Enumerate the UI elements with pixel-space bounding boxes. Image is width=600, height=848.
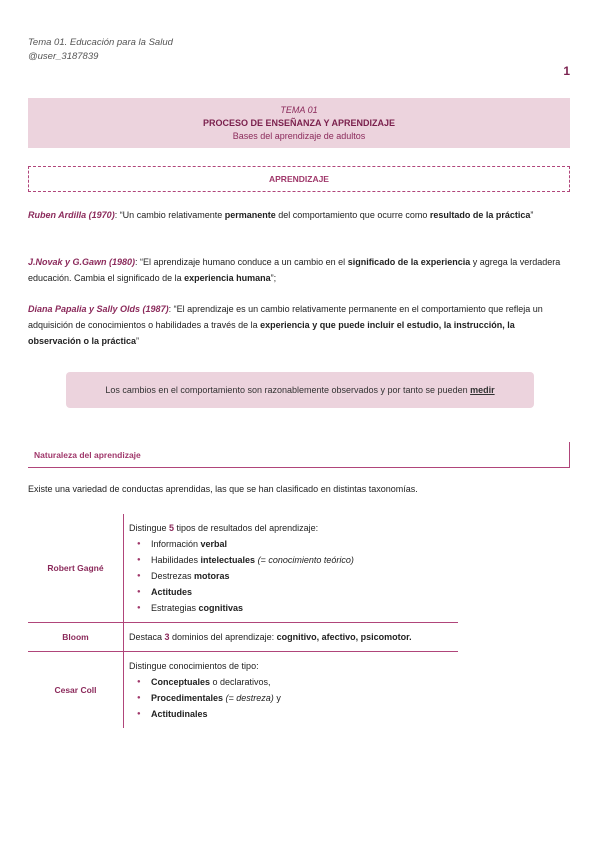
- text: Distingue conocimientos de tipo:: [129, 661, 259, 671]
- text: y agrega la verdadera educación. Cambia el significado de la: [28, 257, 561, 283]
- header-user: @user_3187839: [28, 51, 99, 62]
- definition-novak: [28, 254, 568, 286]
- bold-text: resultado de la práctica: [429, 210, 531, 220]
- text: ”: [530, 210, 534, 220]
- list-item: ● Procedimentales (= destreza) y: [143, 690, 458, 706]
- row-content: Destaca 3 dominios del aprendizaje: cognitivo, afectivo, psicomotor.: [124, 623, 459, 652]
- table-row: [28, 652, 458, 729]
- subsection-heading: Naturaleza del aprendizaje: [28, 442, 570, 468]
- table-row: [28, 514, 458, 623]
- topic-subtitle: Bases del aprendizaje de adultos: [232, 131, 366, 141]
- bold-text: experiencia humana: [184, 273, 271, 283]
- text: : “El aprendizaje es un cambio relativamente permanente en el comportamiento que refleja un adquisición de conocimientos o habilidades a través de la: [28, 304, 543, 330]
- topic-number: TEMA 01: [280, 105, 318, 115]
- author: Diana Papalia y Sally Olds (1987): [28, 304, 169, 314]
- text: Distingue: [129, 523, 170, 533]
- section-heading: APRENDIZAJE: [28, 166, 570, 192]
- bold-text: permanente: [224, 210, 276, 220]
- text: ”: [136, 336, 140, 346]
- text: del comportamiento que ocurre como: [275, 210, 430, 220]
- text: ”;: [270, 273, 277, 283]
- row-content: [124, 652, 459, 729]
- list: [129, 674, 458, 722]
- list-item: ● Estrategias cognitivas: [143, 600, 458, 616]
- intro-text: Existe una variedad de conductas aprendidas, las que se han clasificado en distintas taxonomías.: [28, 484, 418, 494]
- list-item: ● Actitudes: [143, 584, 458, 600]
- header-course: Tema 01. Educación para la Salud: [28, 37, 173, 48]
- row-content: [124, 514, 459, 623]
- count: 3: [164, 632, 170, 642]
- author: Ruben Ardilla (1970): [28, 210, 115, 220]
- row-label: Bloom: [28, 623, 124, 652]
- list-item: ● Actitudinales: [143, 706, 458, 722]
- text: : “Un cambio relativamente: [114, 210, 225, 220]
- count: 5: [169, 523, 175, 533]
- definition-ardilla: [28, 207, 568, 223]
- highlight-note: [66, 372, 534, 408]
- taxonomy-table: [28, 514, 458, 728]
- author: J.Novak y G.Gawn (1980): [28, 257, 136, 267]
- list-item: ● Destrezas motoras: [143, 568, 458, 584]
- text: tipos de resultados del aprendizaje:: [174, 523, 319, 533]
- list-item: ● Conceptuales o declarativos,: [143, 674, 458, 690]
- bold-text: significado de la experiencia: [347, 257, 471, 267]
- note-text: Los cambios en el comportamiento son razonablemente observados y por tanto se pueden: [105, 385, 471, 395]
- note-emphasis: medir: [470, 385, 495, 395]
- title-box: [28, 98, 570, 148]
- page-number: 1: [563, 64, 570, 78]
- text: : “El aprendizaje humano conduce a un cambio en el: [135, 257, 348, 267]
- definition-papalia: [28, 301, 568, 349]
- document-header: [28, 36, 173, 64]
- list-item: ● Habilidades intelectuales (= conocimiento teórico): [143, 552, 458, 568]
- list: [129, 536, 458, 616]
- topic-title: PROCESO DE ENSEÑANZA Y APRENDIZAJE: [202, 118, 396, 128]
- row-label: Robert Gagné: [28, 514, 124, 623]
- row-label: Cesar Coll: [28, 652, 124, 729]
- table-row: [28, 623, 458, 652]
- bold-text: experiencia y que puede incluir el estudio, la instrucción, la observación o la práctica: [28, 320, 515, 346]
- list-item: ● Información verbal: [143, 536, 458, 552]
